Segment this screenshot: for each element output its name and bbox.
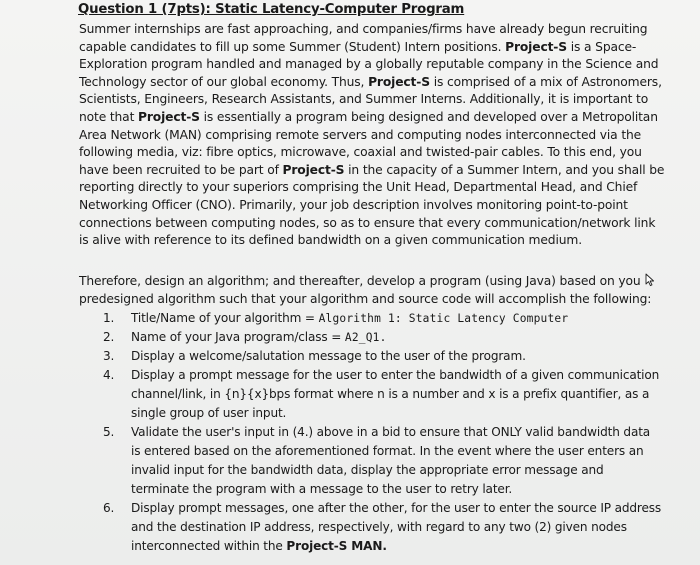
text: note that xyxy=(79,109,135,124)
intro-line xyxy=(79,179,654,197)
algorithm-name: Algorithm 1: Static Latency Computer xyxy=(318,312,569,325)
intro-line xyxy=(79,39,654,57)
intro-line xyxy=(79,56,659,74)
text: connections between computing nodes, so as to ensure that every communication/network link xyxy=(79,215,656,230)
list-item xyxy=(103,309,643,328)
intro-line xyxy=(79,232,654,250)
item-number: 2. xyxy=(103,330,115,344)
list-item xyxy=(103,499,662,556)
intro-line xyxy=(79,197,654,215)
item-line: Display a prompt message for the user to enter the bandwidth of a given communication xyxy=(131,368,660,382)
text: Area Network (MAN) comprising remote servers and computing nodes interconnected via the xyxy=(79,127,642,142)
item-line: terminate the program with a message to the user to retry later. xyxy=(131,482,513,496)
project-name: Project-S xyxy=(138,109,200,124)
text: is essentially a program being designed and developed over a Metropolitan xyxy=(203,109,658,124)
item-number: 5. xyxy=(103,425,115,439)
intro-line xyxy=(79,162,665,180)
text: Networking Officer (CNO). Primarily, your job description involves monitoring point-to-point xyxy=(79,197,628,212)
item-number: 4. xyxy=(103,368,115,382)
list-item xyxy=(103,347,643,366)
text: Name of your Java program/class = xyxy=(131,330,342,344)
list-item xyxy=(103,366,660,423)
text: predesigned algorithm such that your algorithm and source code will accomplish the following: xyxy=(79,291,652,306)
text: reporting directly to your superiors comprising the Unit Head, Departmental Head, and Chief xyxy=(79,180,638,195)
list-item xyxy=(103,328,643,347)
item-number: 6. xyxy=(103,501,115,515)
list-item xyxy=(103,423,651,499)
mouse-pointer-icon xyxy=(643,273,657,287)
item-line: is entered based on the aforementioned format. In the event where the user enters an xyxy=(131,444,644,458)
intro-line xyxy=(79,144,654,162)
item-line: single group of user input. xyxy=(131,406,287,420)
project-name: Project-S xyxy=(368,74,430,89)
text: Technology sector of our global economy. Thus, xyxy=(79,74,365,89)
text: interconnected within the xyxy=(131,539,283,553)
project-name: Project-S MAN. xyxy=(286,539,387,553)
item-line xyxy=(131,328,643,347)
item-line xyxy=(131,537,643,556)
item-line: invalid input for the bandwidth data, display the appropriate error message and xyxy=(131,463,604,477)
item-line xyxy=(131,309,643,328)
task-list xyxy=(103,309,662,556)
design-line xyxy=(79,273,654,291)
text: Exploration program handled and managed by a globally reputable company in the Science and xyxy=(79,57,659,72)
item-number: 1. xyxy=(103,311,115,325)
intro-line xyxy=(79,215,654,233)
item-line: Validate the user's input in (4.) above in a bid to ensure that ONLY valid bandwidth data xyxy=(131,425,651,439)
item-number: 3. xyxy=(103,349,115,363)
project-name: Project-S xyxy=(505,39,567,54)
text: Scientists, Engineers, Research Assistants, and Summer Interns. Additionally, it is important to xyxy=(79,92,649,107)
intro-line xyxy=(79,74,662,92)
text: Therefore, design an algorithm; and thereafter, develop a program (using Java) based on you xyxy=(79,274,641,288)
text: have been recruited to be part of xyxy=(79,162,279,177)
text: Title/Name of your algorithm = xyxy=(131,311,315,325)
intro-line xyxy=(79,109,658,127)
intro-line xyxy=(79,21,654,39)
text: is comprised of a mix of Astronomers, xyxy=(433,74,662,89)
item-line: and the destination IP address, respectively, with regard to any two (2) given nodes xyxy=(131,520,627,534)
text: capable candidates to fill up some Summer (Student) Intern positions. xyxy=(79,39,502,54)
item-line: Display a welcome/salutation message to the user of the program. xyxy=(131,349,526,363)
design-paragraph xyxy=(79,273,654,308)
question-heading: Question 1 (7pts): Static Latency-Computer Program xyxy=(78,2,465,17)
item-line: Display prompt messages, one after the other, for the user to enter the source IP address xyxy=(131,501,662,515)
design-line xyxy=(79,291,654,309)
intro-line xyxy=(79,127,654,145)
intro-paragraph xyxy=(79,21,665,250)
text: is alive with reference to its defined bandwidth on a given communication medium. xyxy=(79,233,582,248)
text: in the capacity of a Summer Intern, and you shall be xyxy=(348,162,665,177)
text: is a Space- xyxy=(570,39,637,54)
class-name: A2_Q1. xyxy=(344,331,387,344)
intro-line xyxy=(79,91,654,109)
text: Summer internships are fast approaching, and companies/firms have already begun recruiting xyxy=(79,22,648,36)
project-name: Project-S xyxy=(282,162,345,177)
text: following media, viz: fibre optics, microwave, coaxial and twisted-pair cables. To this end, you xyxy=(79,145,642,160)
item-line: channel/link, in {n}{x}bps format where n is a number and x is a prefix quantifier, as a xyxy=(131,387,650,401)
